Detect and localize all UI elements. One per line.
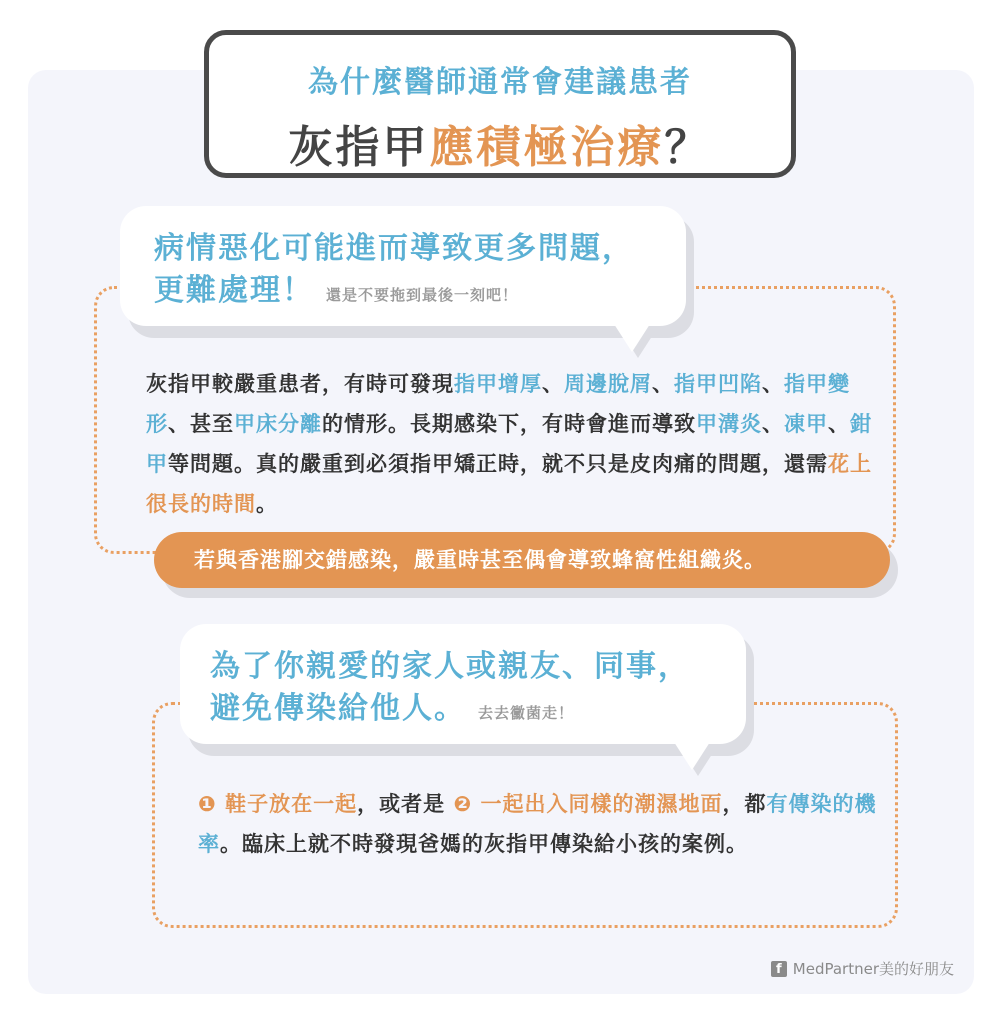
highlight-text: 指甲增厚 [454, 372, 542, 396]
paragraph-text: 。 [256, 492, 278, 516]
section1-heading-text: 更難處理！ [154, 273, 314, 308]
section1-note: 還是不要拖到最後一刻吧！ [326, 286, 519, 304]
title-heading [209, 111, 791, 175]
section2-paragraph [198, 784, 878, 864]
highlight-text: 有傳染的機率 [198, 792, 877, 856]
warning-banner: 若與香港腳交錯感染，嚴重時甚至偶會導致蜂窩性組織炎。 [154, 532, 890, 588]
section2-heading-line2 [210, 688, 574, 734]
highlight-text: ❶ 鞋子放在一起 [198, 792, 358, 816]
highlight-text: 花上很長的時間 [146, 452, 872, 516]
section1-paragraph [146, 364, 876, 524]
title-plain: 灰指甲 [288, 122, 430, 173]
section1-heading-line1: 病情惡化可能進而導致更多問題， [154, 231, 634, 266]
paragraph-text: 、 [542, 372, 564, 396]
paragraph-text: 、甚至 [168, 412, 234, 436]
paragraph-text: 、 [828, 412, 850, 436]
highlight-text: 鉗甲 [146, 412, 872, 476]
title-box [204, 30, 796, 178]
highlight-text: 甲床分離 [234, 412, 322, 436]
highlight-text: ❷ 一起出入同樣的潮濕地面 [453, 792, 723, 816]
highlight-text: 凍甲 [784, 412, 828, 436]
footer-credit [771, 958, 954, 979]
paragraph-text: 的情形。長期感染下，有時會進而導致 [322, 412, 696, 436]
section2-heading-text: 避免傳染給他人。 [210, 691, 466, 726]
highlight-text: 指甲凹陷 [674, 372, 762, 396]
paragraph-text: 、 [762, 372, 784, 396]
section2-heading-line1: 為了你親愛的家人或親友、同事， [210, 649, 690, 684]
highlight-text: 周邊脫屑 [564, 372, 652, 396]
bubble1-tail [614, 324, 650, 352]
footer-text: MedPartner美的好朋友 [792, 960, 954, 978]
facebook-icon: f [771, 961, 787, 977]
highlight-text: 指甲變形 [146, 372, 850, 436]
highlight-text: 甲溝炎 [696, 412, 762, 436]
bubble2-tail [674, 742, 710, 770]
section1-heading-line2 [154, 270, 518, 316]
title-question-mark: ？ [664, 122, 712, 173]
paragraph-text: 。臨床上就不時發現爸媽的灰指甲傳染給小孩的案例。 [220, 832, 748, 856]
section2-note: 去去黴菌走！ [478, 704, 575, 722]
title-subheading: 為什麼醫師通常會建議患者 [308, 65, 692, 100]
paragraph-text: 灰指甲較嚴重患者，有時可發現 [146, 372, 454, 396]
paragraph-text: 等問題。真的嚴重到必須指甲矯正時，就不只是皮肉痛的問題，還需 [168, 452, 828, 476]
title-accent: 應積極治療 [429, 122, 665, 173]
paragraph-text: 、 [762, 412, 784, 436]
paragraph-text: ，都 [722, 792, 767, 816]
paragraph-text: ，或者是 [357, 792, 454, 816]
paragraph-text: 、 [652, 372, 674, 396]
